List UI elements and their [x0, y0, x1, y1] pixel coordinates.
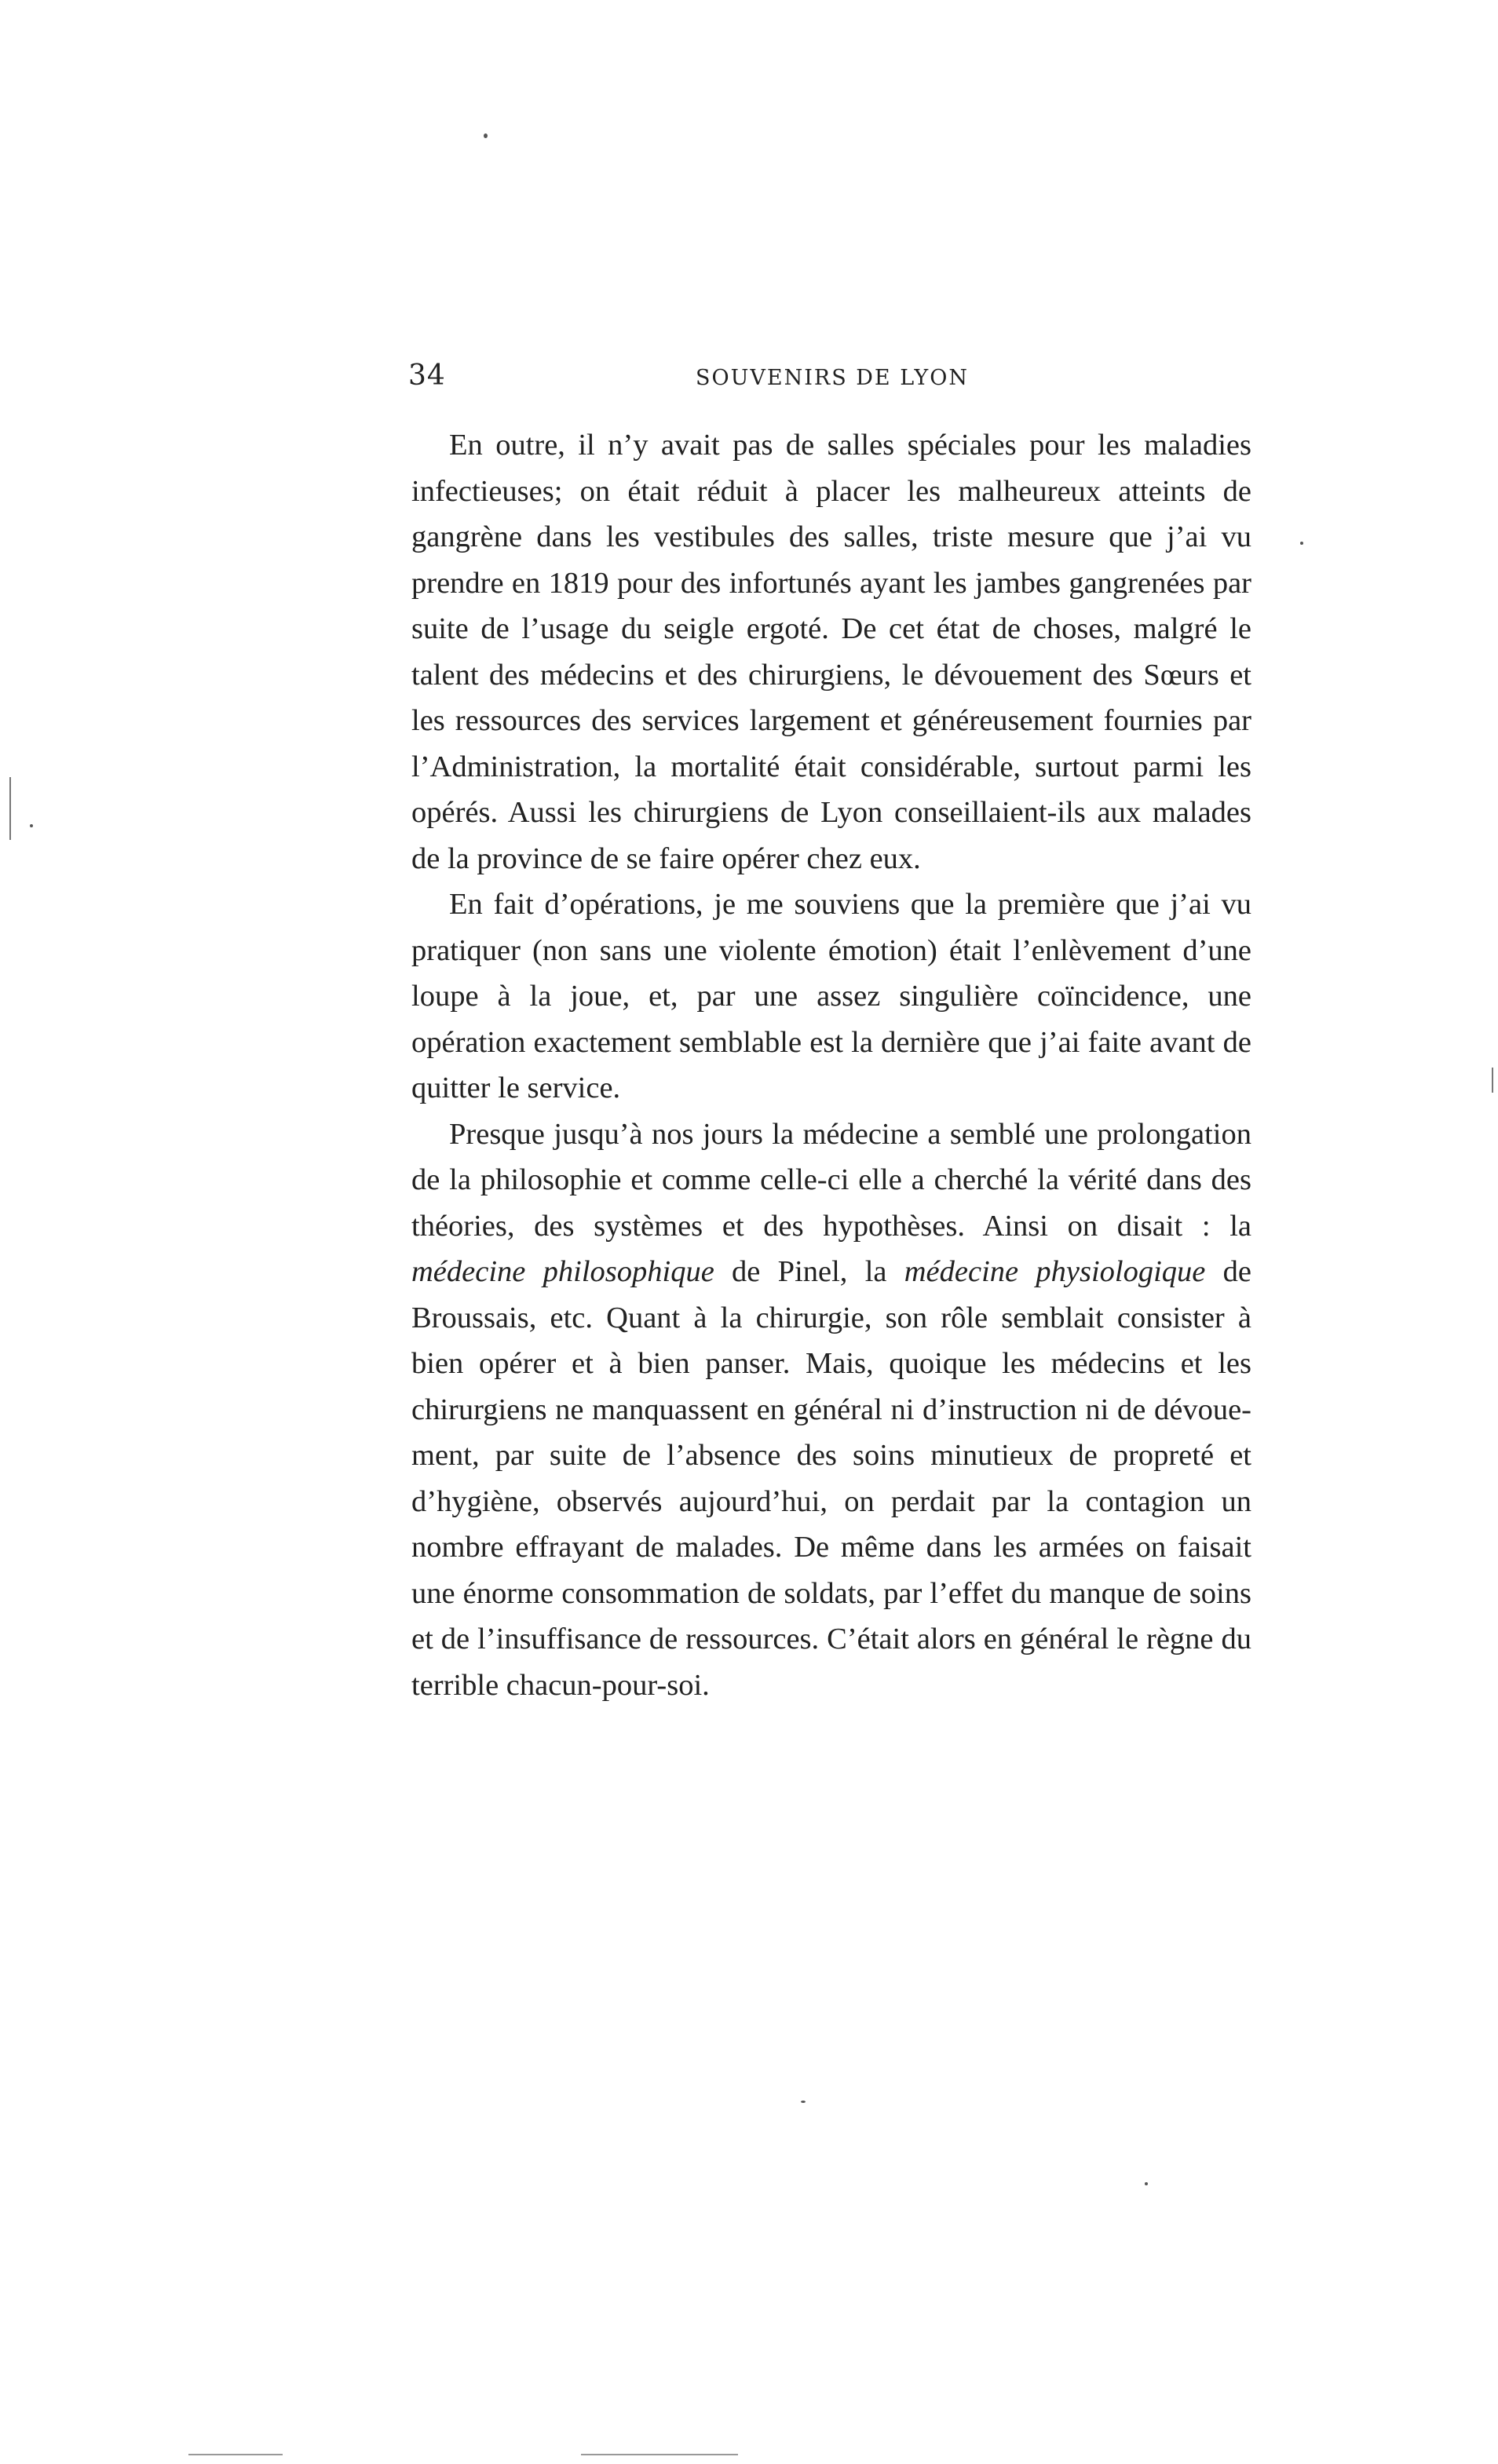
- running-head: SOUVENIRS DE LYON: [695, 366, 970, 390]
- scan-edge-mark: [1492, 1068, 1493, 1093]
- page-header: [408, 360, 1256, 399]
- paragraph-3-text-b: de Pinel, la: [714, 1255, 904, 1288]
- paragraph-1: En outre, il n’y avait pas de salles spéciales pour les maladies infectieuses; on était réduit à placer les malheureux atteints de gangrène dans les vestibules des salles, triste mesure que j’ai vu prendre en 1819 pour des infortunés ayant les jambes gangrenées par suite de l’usage du seigle ergoté. De cet état de choses, malgré le talent des médecins et des chirurgiens, le dévouement des Sœurs et les ressources des services largement et généreusement fournies par l’Administration, la mortalité était considérable, surtout parmi les opérés. Aussi les chirurgiens de Lyon conseillaient-ils aux malades de la province de se faire opérer chez eux.: [411, 429, 1251, 875]
- scan-edge-mark: [9, 777, 11, 840]
- scan-speck: [1300, 542, 1303, 545]
- paragraph-3-text-c: de Broussais, etc. Quant à la chirurgie, son rôle semblait consister à bien opérer et à bien panser. Mais, quoique les médecins et les chirurgiens ne manquassent en général ni d’instruction ni de dévouement, par suite de l’absence des soins minutieux de propreté et d’hygiène, observés aujourd’hui, on perdait par la contagion un nombre effrayant de malades. De même dans les armées on faisait une énorme consommation de soldats, par l’effet du manque de soins et de l’insuffisance de ressources. C’était alors en général le règne du terrible chacun-pour-soi.: [411, 1255, 1251, 1702]
- italic-medecine-physiologique: médecine physiologique: [904, 1255, 1206, 1288]
- scan-speck: [801, 2101, 806, 2103]
- scan-bottom-mark: [188, 2454, 283, 2455]
- scan-speck: [30, 824, 33, 827]
- scan-speck: [1145, 2182, 1148, 2185]
- paragraph-3-text-a: Presque jusqu’à nos jours la médecine a semblé une prolongation de la philosophie et comme celle-ci elle a cherché la vérité dans des théories, des systèmes et des hypothèses. Ainsi on disait : la: [411, 1117, 1251, 1243]
- scan-speck: [484, 133, 488, 138]
- italic-medecine-philosophique: médecine philosophique: [411, 1255, 714, 1288]
- paragraph-3: [411, 1112, 1251, 1709]
- scan-bottom-mark: [581, 2454, 738, 2455]
- paragraph-2: En fait d’opérations, je me souviens que la première que j’ai vu pratiquer (non sans une violente émotion) était l’enlèvement d’une loupe à la joue, et, par une assez singulière coïncidence, une opération exactement semblable est la dernière que j’ai faite avant de quitter le service.: [411, 888, 1251, 1104]
- page-number: 34: [408, 360, 446, 392]
- body-text: [411, 422, 1251, 1708]
